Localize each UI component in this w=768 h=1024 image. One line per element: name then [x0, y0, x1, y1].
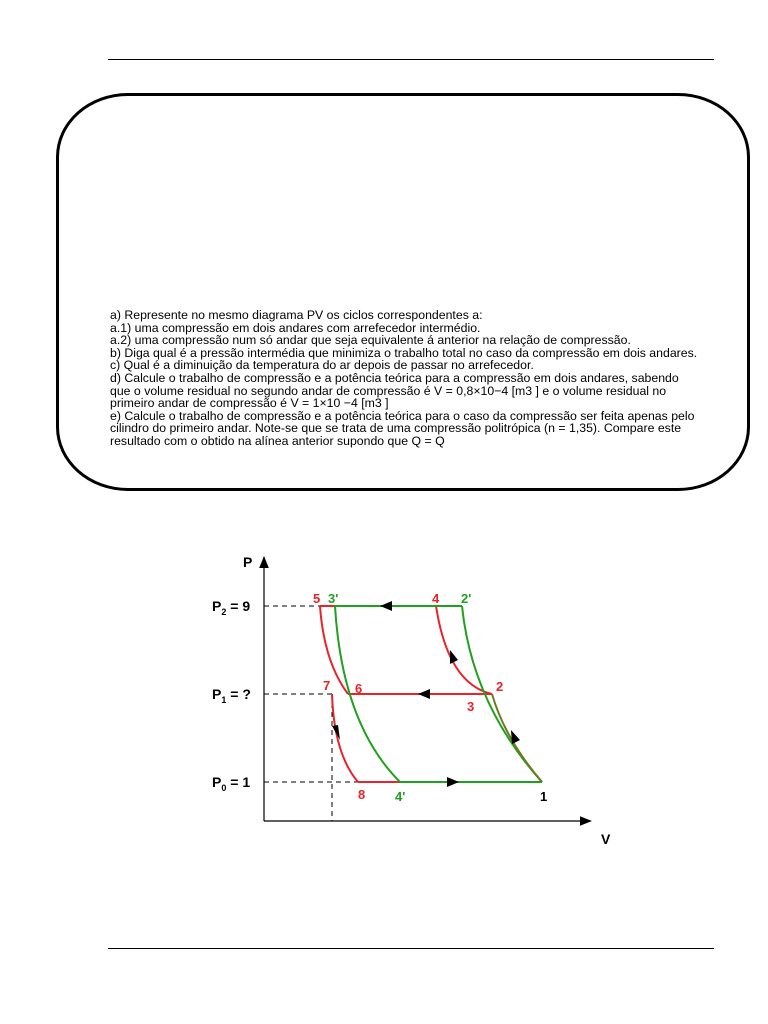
- point-1: 1: [540, 789, 548, 804]
- point-6: 6: [355, 681, 363, 696]
- x-axis-label: V: [601, 831, 611, 847]
- arrow-mid: [418, 689, 430, 699]
- point-2-prime: 2': [461, 591, 472, 606]
- exercise-line: e) Calcule o trabalho de compressão e a potência teórica para o caso da compressão ser feita apenas pelo: [110, 408, 695, 423]
- p0-sub: 0: [221, 783, 227, 793]
- p1-value: = ?: [226, 686, 251, 702]
- arrow-top: [380, 601, 392, 611]
- p2-label: [212, 598, 250, 617]
- exercise-line: que o volume residual no segundo andar de compressão é V = 0,8×10−4 [m3 ] e o volume residual no: [110, 383, 667, 398]
- footer-rule: [108, 948, 714, 949]
- p2-value: = 9: [226, 598, 251, 614]
- exercise-line: d) Calcule o trabalho de compressão e a potência teórica para a compressão em dois andares, sabendo: [110, 370, 679, 385]
- y-axis-label: P: [243, 554, 253, 570]
- point-8: 8: [358, 787, 366, 802]
- arrow-expansion-1: [332, 725, 340, 740]
- p2-sub: 2: [221, 607, 227, 617]
- pv-diagram: [200, 544, 640, 864]
- arrow-compression-2: [450, 650, 458, 664]
- p1-base: P: [212, 686, 222, 702]
- exercise-line: c) Qual é a diminuição da temperatura do ar depois de passar no arrefecedor.: [110, 358, 534, 373]
- p1-sub: 1: [221, 695, 227, 705]
- p0-value: = 1: [226, 774, 251, 790]
- point-5: 5: [313, 591, 321, 606]
- exercise-line: b) Diga qual é a pressão intermédia que minimiza o trabalho total no caso da compressão em dois andares.: [110, 345, 698, 360]
- point-4: 4: [432, 591, 440, 606]
- arrow-bottom: [447, 777, 459, 787]
- exercise-line: a.2) uma compressão num só andar que seja equivalente á anterior na relação de compressão.: [110, 333, 631, 348]
- exercise-line: primeiro andar de compressão é V = 1×10 −4 [m3 ]: [110, 396, 389, 411]
- header-rule: [108, 59, 714, 60]
- p2-base: P: [212, 598, 222, 614]
- point-3: 3: [467, 699, 475, 714]
- p1-label: [212, 686, 251, 705]
- pv-diagram-svg: [200, 544, 640, 864]
- exercise-line: a.1) uma compressão em dois andares com arrefecedor intermédio.: [110, 320, 481, 335]
- point-2: 2: [496, 679, 504, 694]
- exercise-line: resultado com o obtido na alínea anterior supondo que Q = Q: [110, 433, 445, 448]
- p0-base: P: [212, 774, 222, 790]
- point-7: 7: [323, 678, 331, 693]
- exercise-line: a) Represente no mesmo diagrama PV os ciclos correspondentes a:: [110, 308, 483, 322]
- arrow-compression-1: [511, 730, 520, 744]
- p0-label: [212, 774, 250, 793]
- exercise-line: cilindro do primeiro andar. Note-se que se trata de uma compressão politrópica (n = 1,35). Compare este: [110, 421, 682, 436]
- exercise-text: [110, 309, 720, 448]
- point-3-prime: 3': [328, 591, 339, 606]
- point-4-prime: 4': [395, 789, 406, 804]
